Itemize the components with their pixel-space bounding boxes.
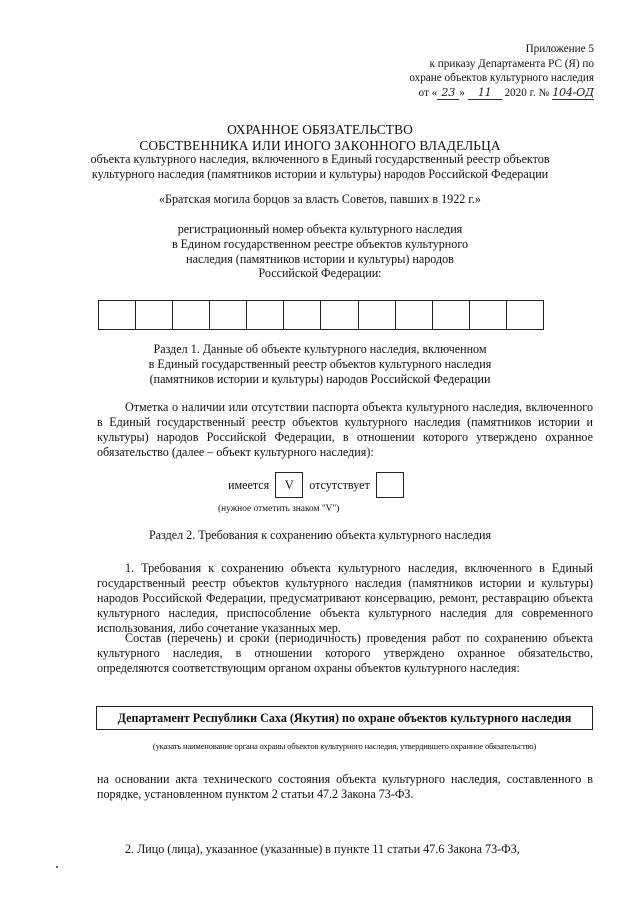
registration-line-1: регистрационный номер объекта культурного наследия <box>177 222 463 236</box>
passport-choice <box>228 470 410 500</box>
registration-line-2: в Едином государственном реестре объектов культурного <box>171 236 469 251</box>
registration-number-cell[interactable] <box>284 301 321 329</box>
registration-number-cell[interactable] <box>396 301 433 329</box>
choice-hint: (нужное отметить знаком "V") <box>218 504 340 514</box>
scan-speck <box>56 866 58 868</box>
has-passport-checkbox[interactable]: V <box>275 472 303 498</box>
section-2-heading: Раздел 2. Требования к сохранению объекта культурного наследия <box>148 528 492 542</box>
registration-number-cell[interactable] <box>247 301 284 329</box>
date-prefix: от « <box>418 86 438 99</box>
document-title <box>70 122 570 153</box>
order-number: 104-ОД <box>552 85 594 99</box>
registration-number-cell[interactable] <box>359 301 396 329</box>
appendix-order-line: к приказу Департамента РС (Я) по <box>429 57 594 70</box>
requirements-paragraph: 1. Требования к сохранению объекта культурного наследия, включенного в Единый государственный реестр объектов культурного наследия (памятников истории и культуры) народов Российской Федерации, предусматривают консервацию, ремонт, реставрацию объекта культурного наследия, приспособление объекта культурного наследия для современного использования, либо сочетание указанных мер. <box>97 561 593 635</box>
registration-number-cell[interactable] <box>433 301 470 329</box>
basis-paragraph: на основании акта технического состояния объекта культурного наследия, составленного в порядке, установленном пунктом 2 статьи 47.2 Закона 73-ФЗ. <box>97 772 593 801</box>
section-1-line-1: Раздел 1. Данные об объекте культурного наследия, включенном <box>153 342 487 356</box>
document-subtitle <box>60 152 580 182</box>
has-passport-label: имеется <box>228 477 270 492</box>
registration-number-cell[interactable] <box>470 301 507 329</box>
object-name: «Братская могила борцов за власть Советов, павших в 1922 г.» <box>159 192 481 206</box>
no-passport-label: отсутствует <box>309 477 370 492</box>
appendix-date-line <box>334 86 594 101</box>
appendix-title: Приложение 5 <box>525 43 594 55</box>
title-line-1: ОХРАННОЕ ОБЯЗАТЕЛЬСТВО <box>227 122 413 137</box>
registration-number-cell[interactable] <box>136 301 173 329</box>
appendix-order-line-2: охране объектов культурного наследия <box>409 72 594 85</box>
section-1-line-3: (памятников истории и культуры) народов Российской Федерации <box>149 372 491 386</box>
title-line-2: СОБСТВЕННИКА ИЛИ ИНОГО ЗАКОННОГО ВЛАДЕЛЬЦА <box>139 137 501 153</box>
department-field[interactable]: Департамент Республики Саха (Якутия) по охране объектов культурного наследия <box>96 706 593 730</box>
department-field-note: (указать наименование органа охраны объектов культурного наследия, утвердившего охранное обязательство) <box>152 741 537 751</box>
registration-number-cell[interactable] <box>210 301 247 329</box>
date-year: 2020 г. № <box>504 86 550 99</box>
date-mid: » <box>459 86 465 99</box>
registration-number-cell[interactable] <box>507 301 543 329</box>
subtitle-line-1: объекта культурного наследия, включенного в Единый государственный реестр объектов <box>90 152 550 166</box>
registration-number-cell[interactable] <box>173 301 210 329</box>
date-day: 23 <box>437 87 459 100</box>
no-passport-checkbox[interactable] <box>376 472 404 498</box>
date-month: 11 <box>468 87 502 100</box>
registration-line-4: Российской Федерации: <box>258 266 382 281</box>
passport-paragraph: Отметка о наличии или отсутствии паспорта объекта культурного наследия, включенного в Единый государственный реестр объектов культурного наследия (памятников истории и культуры) народов Российской Федерации, в отношении которого утверждено охранное обязательство (далее – объект культурного наследия): <box>97 400 593 459</box>
section-1-line-2: в Единый государственный реестр объектов культурного наследия <box>148 357 492 371</box>
registration-number-cell[interactable] <box>99 301 136 329</box>
registration-label <box>120 222 520 281</box>
subtitle-line-2: культурного наследия (памятников истории и культуры) народов Российской Федерации <box>91 166 549 181</box>
section-1-heading <box>80 342 560 387</box>
appendix-header <box>334 42 594 100</box>
registration-line-3: наследия (памятников истории и культуры) народов <box>186 251 454 266</box>
registration-number-boxes[interactable] <box>98 300 544 330</box>
registration-number-cell[interactable] <box>321 301 358 329</box>
works-list-paragraph: Состав (перечень) и сроки (периодичность) проведения работ по сохранению объекта культурного наследия, в отношении которого утверждено охранное обязательство, определяются соответствующим органом охраны объектов культурного наследия: <box>97 631 593 675</box>
item-2-paragraph: 2. Лицо (лица), указанное (указанные) в пункте 11 статьи 47.6 Закона 73-ФЗ, <box>125 842 520 856</box>
